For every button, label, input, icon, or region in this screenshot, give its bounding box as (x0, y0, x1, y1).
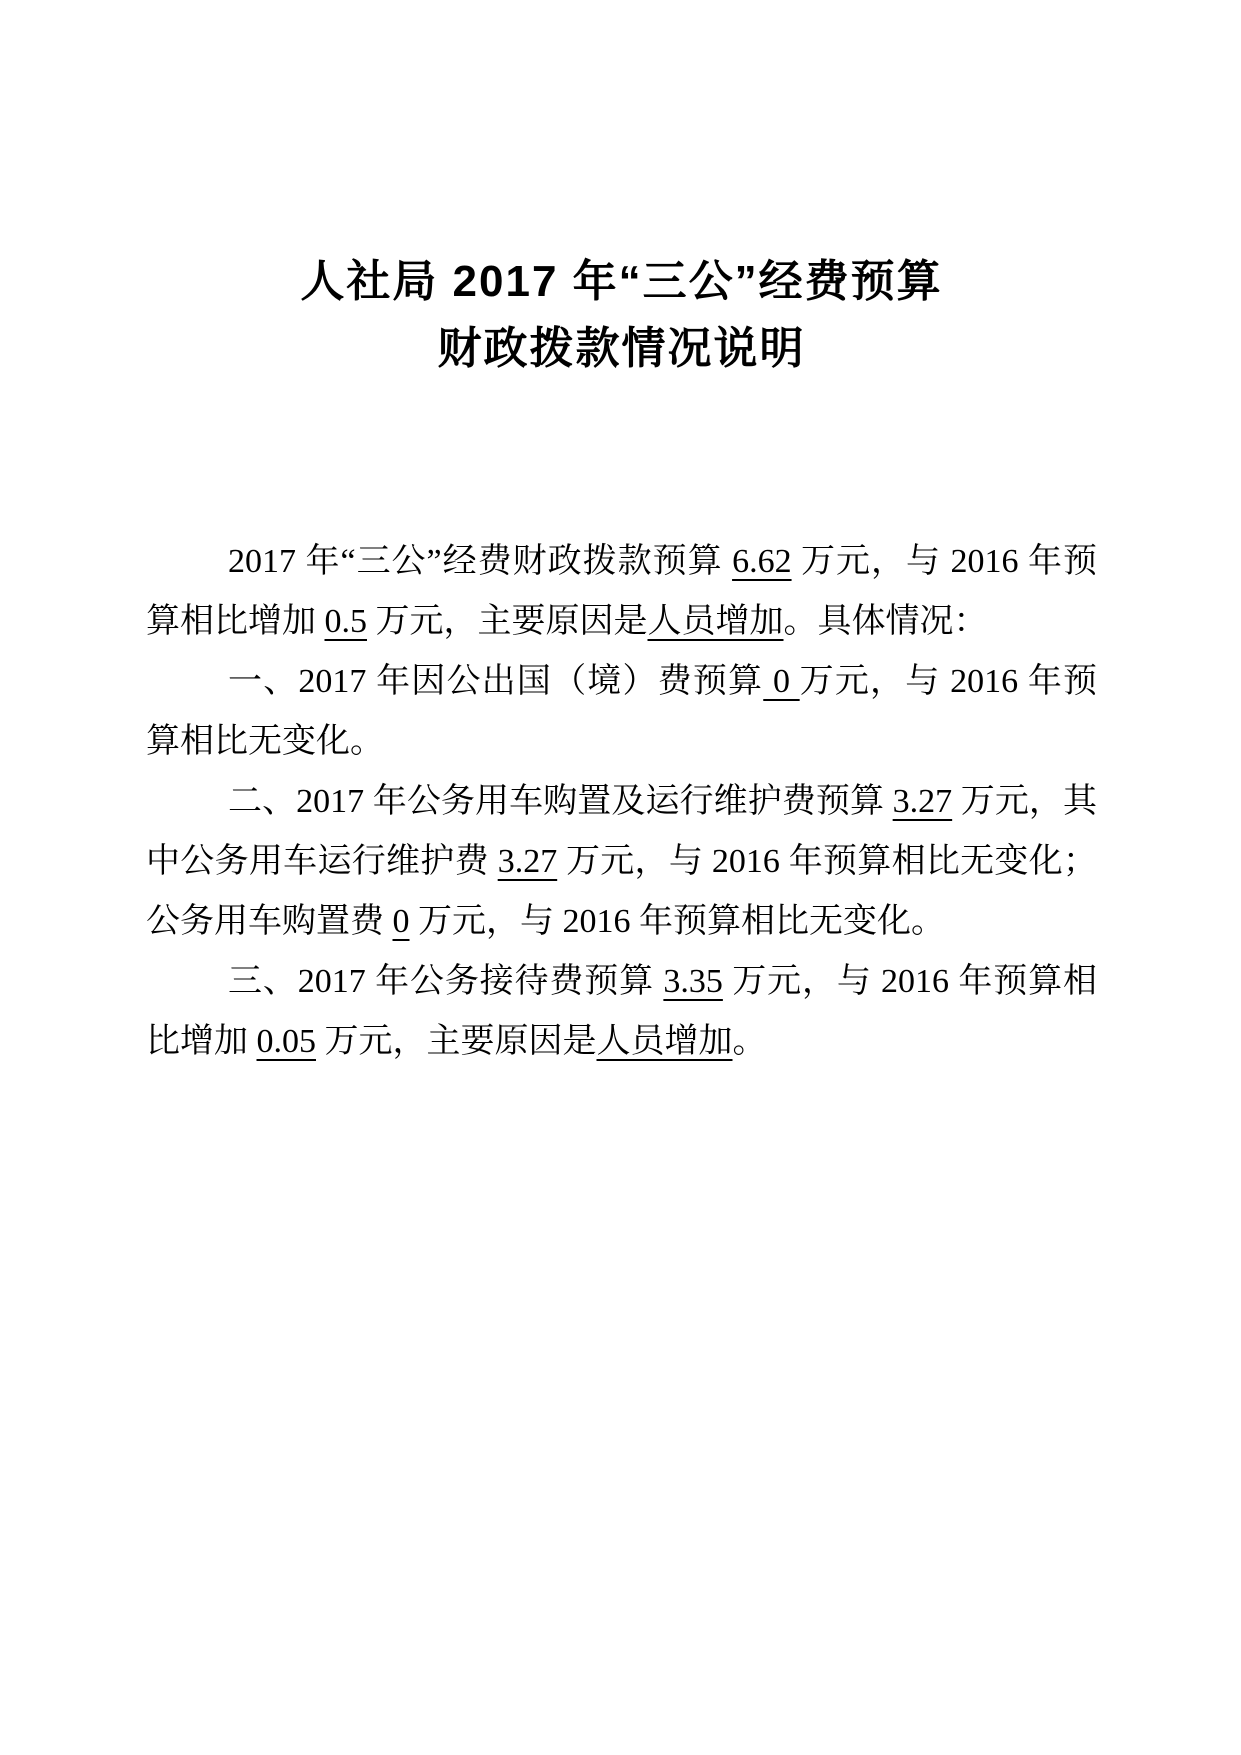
text-run: 。具体情况： (783, 603, 988, 640)
underlined-value: 0.05 (256, 1023, 316, 1060)
underlined-value: 人员增加 (647, 603, 784, 640)
text-run: 万元，其中公务用车运行维护费 (146, 783, 1098, 880)
underlined-value: 3.27 (497, 843, 558, 880)
text-run: 万元，与 2016 年预算相比无变化。 (409, 903, 945, 940)
text-run: 万元，与 2016 年预算相比增加 (146, 963, 1098, 1060)
underlined-value: 0.5 (324, 603, 367, 640)
underlined-value: 6.62 (732, 543, 792, 580)
text-run: 三、2017 年公务接待费预算 (228, 963, 664, 1000)
document-body (146, 532, 1097, 1072)
text-run: 二、2017 年公务用车购置及运行维护费预算 (228, 783, 893, 820)
title-line-2: 财政拨款情况说明 (437, 324, 806, 373)
underlined-value: 3.27 (892, 783, 953, 820)
document-title (146, 248, 1097, 382)
text-run: 万元，与 2016 年预算相比增加 (146, 543, 1097, 640)
text-run: 2017 年“三公”经费财政拨款预算 (228, 543, 733, 580)
text-run: 。 (732, 1023, 767, 1060)
paragraph-item-1 (146, 652, 1097, 772)
text-run: 万元，主要原因是 (316, 1023, 597, 1060)
text-run: 万元，与 2016 年预算相比无变化。 (146, 663, 1098, 760)
title-line-1: 人社局 2017 年“三公”经费预算 (300, 257, 943, 306)
text-run: 一、2017 年因公出国（境）费预算 (228, 663, 764, 700)
underlined-value: 人员增加 (596, 1023, 733, 1060)
underlined-value: 0 (763, 663, 800, 700)
text-run: 万元，主要原因是 (367, 603, 648, 640)
paragraph-item-3 (146, 952, 1097, 1072)
underlined-value: 0 (392, 903, 410, 940)
text-run: 万元，与 2016 年预算相比无变化；公务用车购置费 (146, 843, 1098, 940)
underlined-value: 3.35 (663, 963, 723, 1000)
paragraph-item-2 (146, 772, 1097, 952)
paragraph-intro (146, 532, 1097, 652)
